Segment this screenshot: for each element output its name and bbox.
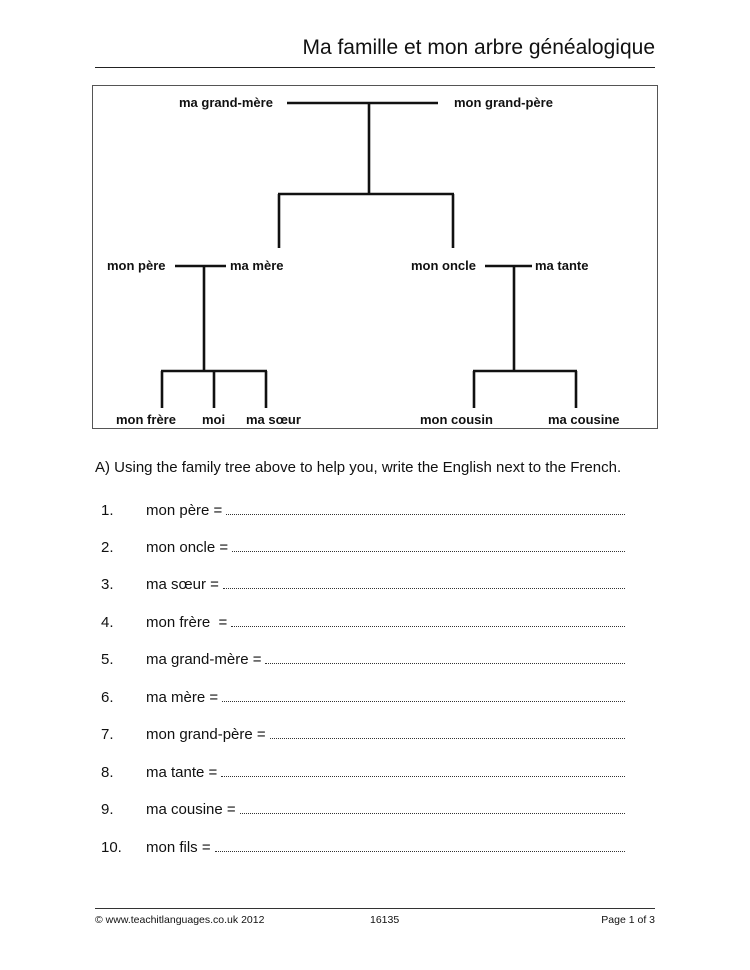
question-number: 10.: [101, 839, 122, 856]
family-tree-diagram: [93, 86, 658, 429]
question-label: ma tante =: [146, 764, 218, 781]
label-uncle: mon oncle: [411, 258, 477, 273]
answer-line[interactable]: [222, 689, 625, 702]
question-item: [95, 651, 625, 673]
footer-code: 16135: [370, 914, 400, 926]
answer-line[interactable]: [270, 726, 625, 739]
label-grandmother: ma grand-mère: [179, 95, 273, 110]
question-number: 8.: [101, 764, 114, 781]
answer-line[interactable]: [265, 651, 625, 664]
answer-line[interactable]: [232, 539, 625, 552]
footer-divider: [95, 908, 655, 909]
question-label: ma cousine =: [146, 801, 236, 818]
label-cousin-f: ma cousine: [548, 412, 620, 427]
question-item: [95, 726, 625, 748]
family-tree: [92, 85, 658, 429]
question-number: 7.: [101, 726, 114, 743]
question-label: mon fils =: [146, 839, 211, 856]
footer-page-number: Page 1 of 3: [601, 914, 655, 926]
answer-line[interactable]: [226, 502, 625, 515]
question-item: [95, 839, 625, 861]
question-label: mon père =: [146, 502, 223, 519]
instruction-text: A) Using the family tree above to help you, write the English next to the French.: [95, 459, 622, 476]
question-label: mon oncle =: [146, 539, 229, 556]
label-grandfather: mon grand-père: [454, 95, 553, 110]
question-number: 2.: [101, 539, 114, 556]
label-aunt: ma tante: [535, 258, 589, 273]
answer-line[interactable]: [215, 839, 625, 852]
footer-copyright: © www.teachitlanguages.co.uk 2012: [95, 914, 265, 926]
label-mother: ma mère: [230, 258, 284, 273]
question-label: mon frère =: [146, 614, 228, 631]
question-label: mon grand-père =: [146, 726, 266, 743]
label-cousin-m: mon cousin: [420, 412, 493, 427]
question-item: [95, 576, 625, 598]
question-item: [95, 502, 625, 524]
page-title: Ma famille et mon arbre généalogique: [302, 36, 655, 59]
question-label: ma sœur =: [146, 576, 219, 593]
title-divider: [95, 67, 655, 68]
question-number: 5.: [101, 651, 114, 668]
question-label: ma mère =: [146, 689, 219, 706]
question-label: ma grand-mère =: [146, 651, 262, 668]
answer-line[interactable]: [223, 576, 625, 589]
question-number: 6.: [101, 689, 114, 706]
label-sister: ma sœur: [246, 412, 301, 427]
answer-line[interactable]: [221, 764, 625, 777]
question-number: 9.: [101, 801, 114, 818]
label-brother: mon frère: [116, 412, 176, 427]
question-number: 4.: [101, 614, 114, 631]
label-me: moi: [202, 412, 226, 427]
question-number: 1.: [101, 502, 114, 519]
question-item: [95, 764, 625, 786]
label-father: mon père: [107, 258, 166, 273]
question-item: [95, 614, 625, 636]
question-item: [95, 689, 625, 711]
question-item: [95, 801, 625, 823]
answer-line[interactable]: [240, 801, 625, 814]
answer-line[interactable]: [231, 614, 625, 627]
question-number: 3.: [101, 576, 114, 593]
question-item: [95, 539, 625, 561]
